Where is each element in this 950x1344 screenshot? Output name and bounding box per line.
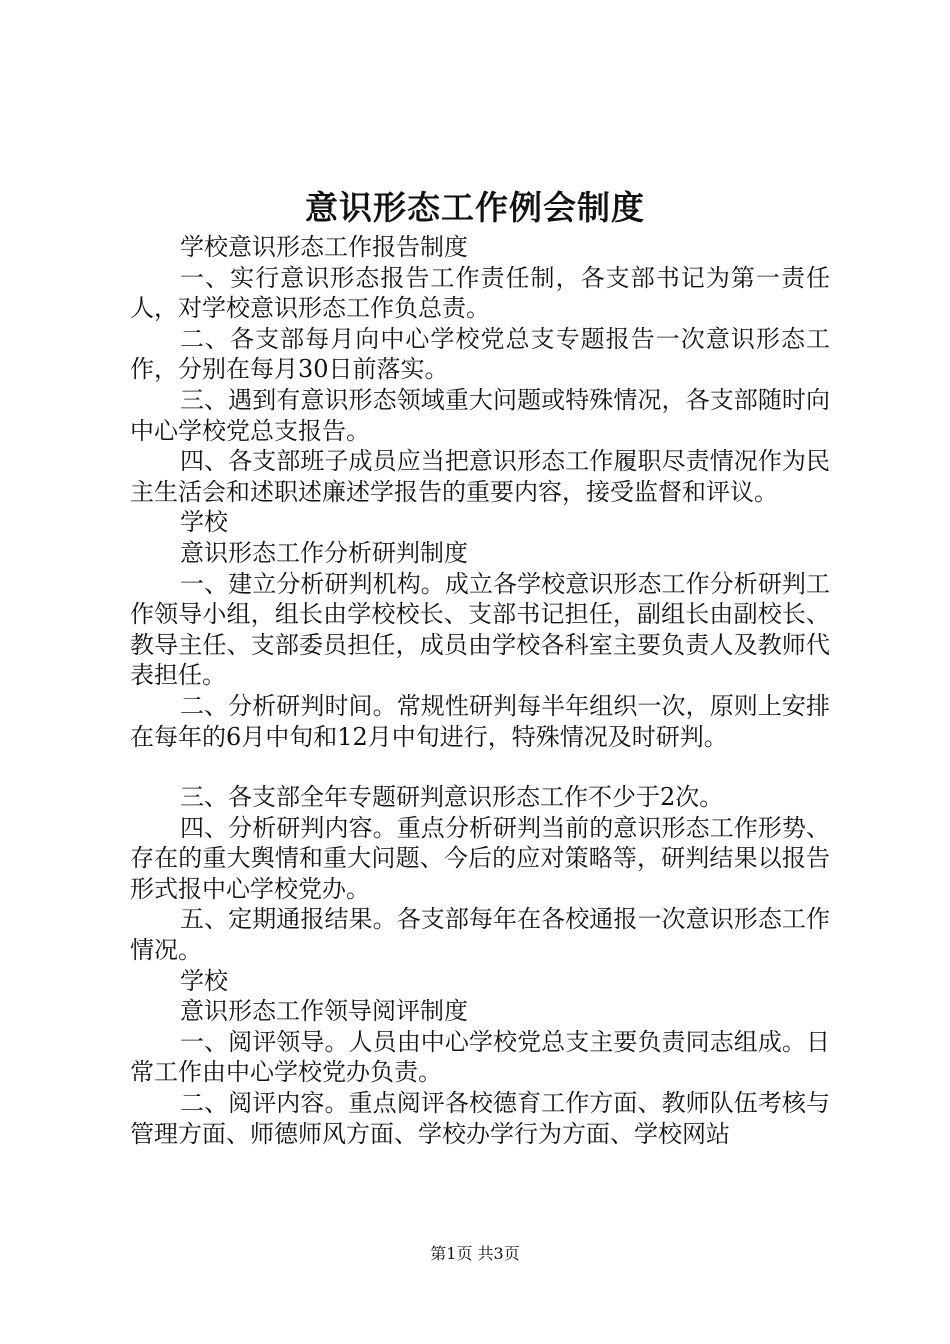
paragraph: 一、实行意识形态报告工作责任制，各支部书记为第一责任人，对学校意识形态工作负总责。	[130, 263, 830, 323]
paragraph: 三、各支部全年专题研判意识形态工作不少于2次。	[180, 783, 724, 812]
paragraph: 二、阅评内容。重点阅评各校德育工作方面、教师队伍考核与管理方面、师德师风方面、学校办学行为方面、学校网站	[130, 1089, 830, 1148]
document-title: 意识形态工作例会制度	[305, 188, 645, 227]
section-heading: 意识形态工作领导阅评制度	[180, 997, 468, 1026]
document-body	[130, 232, 830, 1149]
section-label: 学校	[180, 966, 228, 995]
paragraph: 五、定期通报结果。各支部每年在各校通报一次意识形态工作情况。	[130, 905, 830, 965]
section-heading: 学校意识形态工作报告制度	[180, 233, 468, 261]
section-heading: 意识形态工作分析研判制度	[180, 538, 468, 567]
paragraph: 二、各支部每月向中心学校党总支专题报告一次意识形态工作，分别在每月30日前落实。	[130, 324, 830, 384]
paragraph: 二、分析研判时间。常规性研判每半年组织一次，原则上安排在每年的6月中旬和12月中旬进行，特殊情况及时研判。	[130, 691, 830, 751]
section-label: 学校	[180, 508, 228, 537]
paragraph: 三、遇到有意识形态领域重大问题或特殊情况，各支部随时向中心学校党总支报告。	[130, 385, 830, 445]
paragraph: 一、阅评领导。人员由中心学校党总支主要负责同志组成。日常工作由中心学校党办负责。	[130, 1027, 830, 1087]
paragraph: 四、分析研判内容。重点分析研判当前的意识形态工作形势、存在的重大舆情和重大问题、今后的应对策略等，研判结果以报告形式报中心学校党办。	[130, 813, 830, 903]
page-number-footer: 第1页 共3页	[430, 1244, 520, 1263]
paragraph: 一、建立分析研判机构。成立各学校意识形态工作分析研判工作领导小组，组长由学校校长、支部书记担任，副组长由副校长、教导主任、支部委员担任，成员由学校各科室主要负责人及教师代表担任。	[130, 569, 830, 690]
paragraph: 四、各支部班子成员应当把意识形态工作履职尽责情况作为民主生活会和述职述廉述学报告的重要内容，接受监督和评议。	[130, 447, 830, 506]
blank-line	[130, 752, 830, 782]
